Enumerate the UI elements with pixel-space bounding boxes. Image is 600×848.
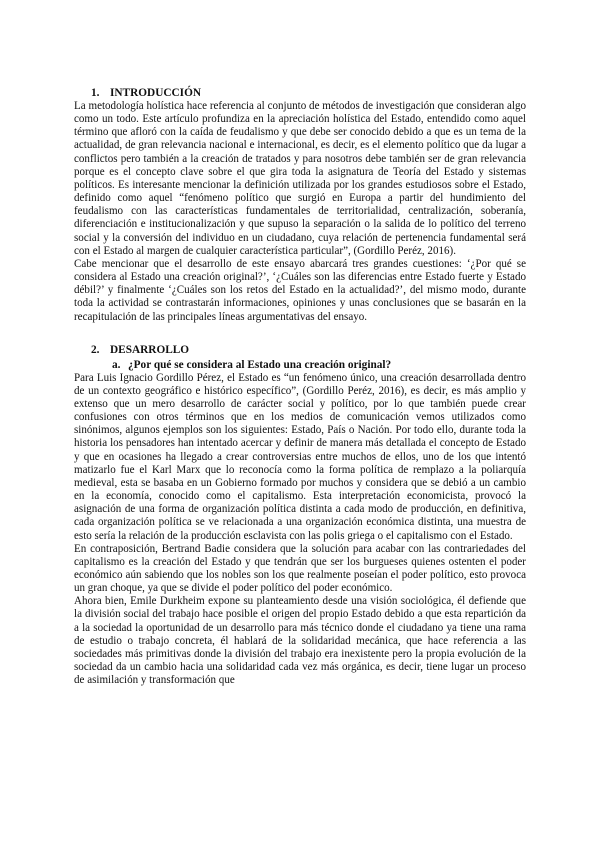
paragraph: Para Luis Ignacio Gordillo Pérez, el Estado es “un fenómeno único, una creación desarrollada dentro de un contexto geográfico e histórico específico”, (Gordillo Peréz, 2016), es decir, es más amplio y extenso que un mero desarrollo de carácter social y político, por lo que también puede crear confusiones con otros términos que en los medios de comunicación vemos utilizados como sinónimos, algunos ejemplos son los siguientes: Estado, País o Nación. Por todo ello, durante toda la historia los pensadores han intentado acercar y definir de manera más detallada el concepto de Estado y que en ocasiones ha llegado a crear controversias entre muchos de ellos, uno de los que intentó matizarlo fue el Karl Marx que lo reconocía como la forma política de remplazo a la poliarquía medieval, esta se basaba en un Gobierno formado por muchos y considera que se debió a un cambio en la economía, conocido como el capitalismo. Esta interpretación economicista, provocó la asignación de una forma de organización política distinta a cada modo de producción, en definitiva, cada organización política se ve relacionada a una organización económica distinta, una muestra de esto sería la relación de la producción esclavista con las polis griega o el capitalismo con el Estado.: [74, 371, 526, 542]
document-body: [74, 86, 526, 687]
section-title: DESARROLLO: [110, 343, 190, 356]
subsection-heading: [74, 358, 526, 372]
subsection-letter: a.: [112, 358, 121, 371]
paragraph: Cabe mencionar que el desarrollo de este ensayo abarcará tres grandes cuestiones: ‘¿Por qué se considera al Estado una creación original?’, ‘¿Cuáles son las diferencias entre Estado fuerte y Estado débil?’ y finalmente ‘¿Cuáles son los retos del Estado en la actualidad?’, del mismo modo, durante toda la actividad se contrastarán informaciones, opiniones y unas conclusiones que se basarán en la recapitulación de las principales líneas argumentativas del ensayo.: [74, 257, 526, 323]
section-heading-introduccion: [74, 86, 526, 100]
paragraph: Ahora bien, Emile Durkheim expone su planteamiento desde una visión sociológica, él defiende que la división social del trabajo hace posible el origen del propio Estado debido a que esta repartición da a la sociedad la oportunidad de un desarrollo para más técnico donde el ciudadano ya tiene una rama de estudio o trabajo concreta, él hablará de la solidaridad mecánica, que hace referencia a las sociedades más primitivas donde la división del trabajo era inexistente pero la propia evolución de la sociedad da un cambio hacia una solidaridad cada vez más orgánica, es decir, tiene lugar un proceso de asimilación y transformación que: [74, 595, 526, 687]
subsection-title: ¿Por qué se considera al Estado una creación original?: [128, 358, 392, 371]
section-heading-desarrollo: [74, 343, 526, 357]
section-title: INTRODUCCIÓN: [110, 87, 202, 99]
paragraph: En contraposición, Bertrand Badie considera que la solución para acabar con las contrariedades del capitalismo es la creación del Estado y que tendrán que ser los burgueses quienes ostenten el poder económico aún sabiendo que los nobles son los que realmente poseían el poder político, esto provoca un gran choque, ya que se divide el poder político del poder económico.: [74, 542, 526, 595]
paragraph: La metodología holística hace referencia al conjunto de métodos de investigación que consideran algo como un todo. Este artículo profundiza en la apreciación holística del Estado, entendido como aquel término que afloró con la caída de feudalismo y que debe ser conocido debido a que es un tema de la actualidad, de gran relevancia nacional e internacional, es decir, es el elemento político que da lugar a conflictos pero también a la creación de tratados y para nosotros debe también ser de gran relevancia porque es el concepto clave sobre el que gira toda la asignatura de Teoría del Estado y sistemas políticos. Es interesante mencionar la definición utilizada por los grandes estudiosos sobre el Estado, definido como aquel “fenómeno político que surgió en Europa a partir del hundimiento del feudalismo con las características fundamentales de territorialidad, centralización, soberanía, diferenciación e institucionalización y que supuso la separación o la salida de lo político del terreno social y la conversión del individuo en un ciudadano, cuya relación de pertenencia fundamental será con el Estado al margen de cualquier característica particular”, (Gordillo Peréz, 2016).: [74, 100, 526, 257]
section-number: 2.: [91, 343, 100, 356]
section-number: 1.: [91, 87, 100, 99]
